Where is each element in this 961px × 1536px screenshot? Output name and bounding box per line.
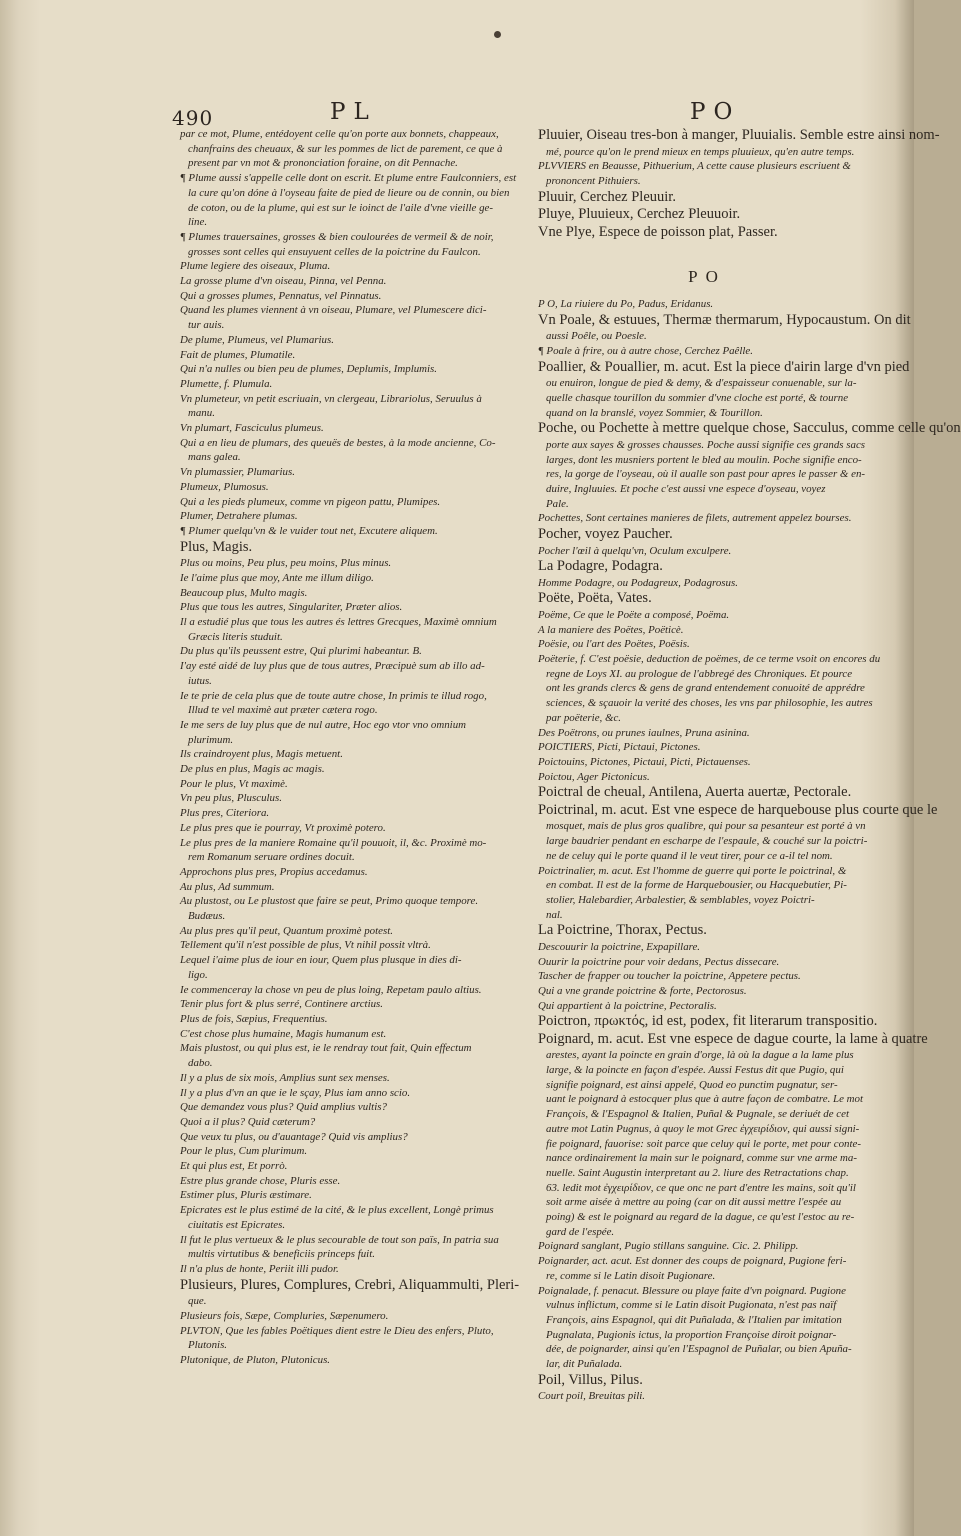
dictionary-line: arestes, ayant la poincte en grain d'orge, là où la dague a la lame plus: [546, 1049, 854, 1062]
dictionary-line: lar, dit Puñalada.: [546, 1358, 623, 1371]
dictionary-line: Vn plumassier, Plumarius.: [180, 466, 295, 479]
dictionary-line: Il y a plus de six mois, Amplius sunt sex menses.: [180, 1071, 390, 1084]
left-column: [180, 127, 525, 1368]
right-column: [538, 127, 961, 1404]
dictionary-line: Poictron, πρωκτός, id est, podex, fit literarum transpositio.: [538, 1013, 878, 1030]
dictionary-line: autre mot Latin Pugnus, à quoy le mot Grec ἐγχειρίδιον, qui aussi signi-: [546, 1122, 860, 1135]
dictionary-line: Pluye, Pluuieux, Cerchez Pleuuoir.: [538, 206, 741, 223]
dictionary-line: Plus, Magis.: [180, 538, 253, 555]
dictionary-line: Budæus.: [188, 910, 226, 923]
dictionary-line: Plumeux, Plumosus.: [180, 480, 269, 493]
dictionary-line: Plutonique, de Pluton, Plutonicus.: [180, 1353, 331, 1366]
dictionary-line: Beaucoup plus, Multo magis.: [180, 586, 308, 599]
dictionary-line: Poëte, Poëta, Vates.: [538, 590, 652, 607]
dictionary-line: grosses sont celles qui ensuyuent celles de la poictrine du Faulcon.: [188, 245, 481, 258]
dictionary-line: Descouurir la poictrine, Expapillare.: [538, 940, 701, 953]
dictionary-line: Qui a les pieds plumeux, comme vn pigeon pattu, Plumipes.: [180, 495, 441, 508]
dictionary-line: Au plustost, ou Le plustost que faire se peut, Primo quoque tempore.: [180, 895, 479, 908]
dictionary-line: plurimum.: [188, 733, 234, 746]
dictionary-line: gard de l'espée.: [546, 1225, 615, 1238]
dictionary-line: François, & l'Espagnol & Italien, Puñal & Pugnale, se deriuét de cet: [546, 1108, 849, 1121]
page-number: 490: [172, 106, 214, 130]
dictionary-line: soit arme aisée à mettre au poing (car on dit aussi mettre l'espée au: [546, 1196, 842, 1209]
dictionary-line: Et qui plus est, Et porrò.: [180, 1160, 288, 1173]
dictionary-line: quelle chasque tourillon du sommier d'vne cloche est porté, & tourne: [546, 391, 849, 404]
dictionary-line: Vne Plye, Espece de poisson plat, Passer.: [538, 223, 778, 240]
dictionary-line: Le plus pres de la maniere Romaine qu'il pouuoit, il, &c. Proximè mo-: [180, 836, 487, 849]
dictionary-line: Vn Poale, & estuues, Thermæ thermarum, Hypocaustum. On dit: [538, 311, 911, 328]
dictionary-line: Plutonis.: [188, 1339, 228, 1352]
dictionary-line: signifie poignard, est ainsi appelé, Quod eo punctim pugnatur, ser-: [546, 1078, 838, 1091]
dictionary-line: Que demandez vous plus? Quid amplius vultis?: [180, 1101, 387, 1114]
dictionary-line: Poëterie, f. C'est poësie, deduction de poëmes, de ce terme vsoit on encores du: [538, 653, 881, 666]
dictionary-line: manu.: [188, 407, 215, 420]
dictionary-line: la cure qu'on dóne à l'oyseau faite de pied de lieure ou de connin, ou bien: [188, 186, 510, 199]
dictionary-line: Qui n'a nulles ou bien peu de plumes, Deplumis, Implumis.: [180, 363, 438, 376]
dictionary-line: Poignard, m. acut. Est vne espece de dague courte, la lame à quatre: [538, 1030, 928, 1047]
dictionary-line: Il fut le plus vertueux & le plus secourable de tout son païs, In patria sua: [180, 1233, 499, 1246]
dictionary-line: Fait de plumes, Plumatile.: [180, 348, 296, 361]
dictionary-line: nuelle. Saint Augustin interpretant au 2. liure des Retractations chap.: [546, 1166, 849, 1179]
dictionary-line: Pochettes, Sont certaines manieres de filets, autrement appelez bourses.: [538, 512, 852, 525]
dictionary-line: Homme Podagre, ou Podagreux, Podagrosus.: [538, 576, 738, 589]
dictionary-line: Poallier, & Pouallier, m. acut. Est la piece d'airin large d'vn pied: [538, 358, 910, 375]
dictionary-line: La grosse plume d'vn oiseau, Pinna, vel Penna.: [180, 275, 387, 288]
dictionary-line: multis virtutibus & beneficiis princeps fuit.: [188, 1248, 375, 1261]
dictionary-line: Il n'a plus de honte, Periit illi pudor.: [180, 1262, 339, 1275]
dictionary-line: iutus.: [188, 674, 212, 687]
dictionary-line: Poictrinal, m. acut. Est vne espece de harquebouse plus courte que le: [538, 801, 938, 818]
dictionary-line: ¶ Plume aussi s'appelle celle dont on escrit. Et plume entre Faulconniers, est: [180, 172, 517, 185]
dictionary-line: De plume, Plumeus, vel Plumarius.: [180, 333, 334, 346]
dictionary-line: ¶ Plumes trauersaines, grosses & bien coulourées de vermeil & de noir,: [180, 230, 494, 243]
dictionary-line: Qui a vne grande poictrine & forte, Pectorosus.: [538, 984, 747, 997]
dictionary-line: P O, La riuiere du Po, Padus, Eridanus.: [538, 298, 714, 311]
dictionary-line: Plus que tous les autres, Singulariter, Præter alios.: [180, 601, 403, 614]
dictionary-line: Vn plumeteur, vn petit escriuain, vn clergeau, Librariolus, Seruulus à: [180, 392, 482, 405]
dictionary-line: Poictral de cheual, Antilena, Auerta auertæ, Pectorale.: [538, 784, 852, 801]
dictionary-line: ont les grands clercs & gens de grand entendement conuoité de apprédre: [546, 682, 865, 695]
dictionary-line: POICTIERS, Picti, Pictaui, Pictones.: [538, 741, 701, 754]
dictionary-line: Estimer plus, Pluris æstimare.: [180, 1189, 312, 1202]
dictionary-line: porte aux sayes & grosses chausses. Poche aussi signifie ces grands sacs: [546, 438, 866, 451]
dictionary-line: Pluuir, Cerchez Pleuuir.: [538, 188, 676, 205]
dictionary-line: Mais plustost, ou qui plus est, ie le rendray tout fait, Quin effectum: [180, 1042, 472, 1055]
dictionary-line: Il y a plus d'vn an que ie le sçay, Plus iam anno scio.: [180, 1086, 411, 1099]
dictionary-line: Qui a grosses plumes, Pennatus, vel Pinnatus.: [180, 289, 382, 302]
dictionary-line: Qui a en lieu de plumars, des queuës de bestes, à la mode ancienne, Co-: [180, 436, 496, 449]
dictionary-line: Ie te prie de cela plus que de toute autre chose, In primis te illud rogo,: [180, 689, 487, 702]
dictionary-line: mé, pource qu'on le prend mieux en temps pluuieux, qu'en autre temps.: [546, 145, 855, 158]
dictionary-line: 63. ledit mot ἐγχειρίδιον, ce que onc ne part d'entre les mains, soit qu'il: [546, 1181, 856, 1194]
dictionary-line: large, & la poincte en façon d'espée. Aussi Festus dit que Pugio, qui: [546, 1064, 844, 1077]
dictionary-line: quand on la branslé, voyez Sommier, & Tourillon.: [546, 406, 763, 419]
dictionary-line: Poictrinalier, m. acut. Est l'homme de guerre qui porte le poictrinal, &: [538, 864, 847, 877]
dictionary-line: line.: [188, 216, 208, 229]
dictionary-line: fie poignard, fauorise: soit parce que celuy qui le porte, met pour conte-: [546, 1137, 861, 1150]
dictionary-line: Quand les plumes viennent à vn oiseau, Plumare, vel Plumescere dici-: [180, 304, 487, 317]
dictionary-line: Plus pres, Citeriora.: [180, 807, 270, 820]
dictionary-line: Poictou, Ager Pictonicus.: [538, 770, 650, 783]
dictionary-line: Pluuier, Oiseau tres-bon à manger, Pluuialis. Semble estre ainsi nom-: [538, 127, 940, 143]
dictionary-line: dée, de poignarder, ainsi qu'en l'Espagnol de Puñalar, ou bien Apuña-: [546, 1343, 852, 1356]
dictionary-line: duire, Ingluuies. Et poche c'est aussi vne espece d'oyseau, voyez: [546, 482, 826, 495]
dictionary-line: Poignarder, act. acut. Est donner des coups de poignard, Pugione feri-: [538, 1255, 847, 1268]
dictionary-line: mans galea.: [188, 451, 241, 464]
dictionary-line: Plume legiere des oiseaux, Pluma.: [180, 260, 331, 273]
dictionary-line: Ie commenceray la chose vn peu de plus loing, Repetam paulo altius.: [180, 983, 482, 996]
dictionary-line: I'ay esté aidé de luy plus que de tous autres, Præcipuè sum ab illo ad-: [180, 660, 485, 673]
dictionary-line: Approchons plus pres, Propius accedamus.: [180, 865, 368, 878]
dictionary-line: Le plus pres que ie pourray, Vt proximè potero.: [180, 821, 386, 834]
dictionary-line: Tellement qu'il n'est possible de plus, Vt nihil possit vltrà.: [180, 939, 431, 952]
dictionary-line: uant le poignard à estocquer plus que à autre façon de combatre. Le mot: [546, 1093, 863, 1106]
dictionary-line: sciences, & sçauoir la verité des choses, les vns par philosophie, les autres: [546, 697, 873, 710]
dictionary-line: Quoi a il plus? Quid cæterum?: [180, 1115, 316, 1128]
dictionary-line: ciuitatis est Epicrates.: [188, 1218, 286, 1231]
ink-spot: [494, 31, 501, 38]
dictionary-line: rem Romanum seruare ordines docuit.: [188, 851, 355, 864]
dictionary-line: Epicrates est le plus estimé de la cité, & le plus excellent, Longè primus: [180, 1204, 494, 1217]
dictionary-line: ou enuiron, longue de pied & demy, & d'espaisseur conuenable, sur la-: [546, 377, 857, 390]
dictionary-line: Pocher, voyez Paucher.: [538, 526, 673, 543]
dictionary-line: ¶ Poale à frire, ou à autre chose, Cerchez Paêlle.: [538, 345, 753, 358]
dictionary-line: larges, dont les musniers portent le bled au moulin. Poche signifie enco-: [546, 453, 862, 466]
dictionary-line: Tascher de frapper ou toucher la poictrine, Appetere pectus.: [538, 970, 801, 983]
dictionary-line: aussi Poêle, ou Poesle.: [546, 330, 647, 343]
dictionary-line: Du plus qu'ils peussent estre, Qui plurimi habeantur. B.: [180, 645, 422, 658]
right-column-top: [538, 127, 940, 241]
dictionary-line: Lequel i'aime plus de iour en iour, Quem plus plusque in dies di-: [180, 954, 462, 967]
dictionary-line: Pour le plus, Cum plurimum.: [180, 1145, 308, 1158]
dictionary-line: Poignalade, f. penacut. Blessure ou playe faite d'vn poignard. Pugione: [538, 1284, 846, 1297]
dictionary-line: prononcent Pithuiers.: [546, 174, 641, 187]
dictionary-line: dabo.: [188, 1057, 213, 1070]
dictionary-line: Plus de fois, Sæpius, Frequentius.: [180, 1012, 328, 1025]
dictionary-line: Il a estudié plus que tous les autres és lettres Grecques, Maximè omnium: [180, 616, 497, 628]
dictionary-line: nance ordinairement la main sur le poignard, comme sur vne arme ma-: [546, 1152, 857, 1165]
dictionary-line: res, la gorge de l'oyseau, où il aualle son past pour apres le passer & en-: [546, 468, 866, 481]
dictionary-line: vulnus inflictum, comme si le Latin disoit Pugionata, n'est pas naïf: [546, 1299, 837, 1312]
dictionary-line: Plusieurs fois, Sæpe, Compluries, Sæpenumero.: [180, 1309, 389, 1322]
dictionary-line: A la maniere des Poëtes, Poëticè.: [538, 623, 684, 636]
dictionary-line: large baudrier pendant en escharpe de l'espaule, & couché sur la poictri-: [546, 835, 868, 848]
dictionary-line: ne de celuy qui le porte quand il le veut tirer, pour ce a-il tel nom.: [546, 849, 833, 862]
dictionary-line: Vn plumart, Fasciculus plumeus.: [180, 422, 324, 435]
dictionary-line: Poil, Villus, Pilus.: [538, 1371, 643, 1388]
dictionary-line: Ouurir la poictrine pour voir dedans, Pectus dissecare.: [538, 955, 780, 968]
dictionary-line: Poignard sanglant, Pugio stillans sanguine. Cic. 2. Philipp.: [538, 1240, 799, 1253]
dictionary-line: re, comme si le Latin disoit Pugionare.: [546, 1269, 716, 1282]
running-header-left: PL: [330, 99, 377, 125]
dictionary-line: present par vn mot & prononciation foraine, on dit Pennache.: [188, 157, 458, 170]
dictionary-line: ligo.: [188, 968, 208, 981]
dictionary-line: tur auis.: [188, 319, 225, 332]
dictionary-line: poing) & est le poignard au regard de la dague, ce qu'est l'estoc au re-: [546, 1211, 855, 1224]
dictionary-line: Estre plus grande chose, Pluris esse.: [180, 1174, 341, 1187]
dictionary-line: Illud te vel maximè aut præter cætera rogo.: [188, 704, 378, 717]
dictionary-line: Qui appartient à la poictrine, Pectoralis.: [538, 999, 717, 1012]
dictionary-line: Poictouins, Pictones, Pictaui, Picti, Pictauenses.: [538, 755, 751, 768]
dictionary-line: La Poictrine, Thorax, Pectus.: [538, 922, 707, 939]
dictionary-line: Au plus, Ad summum.: [180, 880, 275, 893]
dictionary-line: Ie me sers de luy plus que de nul autre, Hoc ego vtor vno omnium: [180, 718, 467, 731]
dictionary-line: Ie l'aime plus que moy, Ante me illum diligo.: [180, 571, 374, 584]
dictionary-line: Pour le plus, Vt maximè.: [180, 777, 288, 790]
dictionary-line: Plus ou moins, Peu plus, peu moins, Plus minus.: [180, 557, 392, 570]
dictionary-line: Au plus pres qu'il peut, Quantum proximè potest.: [180, 924, 393, 937]
dictionary-line: Plumer, Detrahere plumas.: [180, 510, 298, 523]
dictionary-line: par poëterie, &c.: [546, 711, 622, 724]
dictionary-line: Pugnalata, Pugionis ictus, la proportion Françoise diroit poignar-: [546, 1328, 837, 1341]
dictionary-line: Que veux tu plus, ou d'auantage? Quid vis amplius?: [180, 1130, 408, 1143]
dictionary-line: Pocher l'œil à quelqu'vn, Oculum exculpere.: [538, 544, 732, 557]
dictionary-line: ¶ Plumer quelqu'vn & le vuider tout net, Excutere aliquem.: [180, 524, 438, 537]
right-column-bottom: [538, 297, 961, 1404]
dictionary-line: Plumette, f. Plumula.: [180, 377, 273, 390]
dictionary-line: Plusieurs, Plures, Complures, Crebri, Aliquammulti, Pleri-: [180, 1276, 520, 1293]
dictionary-line: Tenir plus fort & plus serré, Continere arctius.: [180, 998, 384, 1011]
dictionary-line: mosquet, mais de plus gros qualibre, qui pour sa pesanteur est porté à vn: [546, 820, 866, 833]
dictionary-line: François, ains Espagnol, qui dit Puñalada, & l'Italien par imitation: [546, 1313, 842, 1326]
dictionary-line: Poësie, ou l'art des Poëtes, Poësis.: [538, 638, 690, 651]
dictionary-line: La Podagre, Podagra.: [538, 558, 663, 575]
dictionary-line: de coton, ou de la plume, qui est sur le ioinct de l'aile d'vne vieille ge-: [188, 201, 493, 214]
dictionary-line: en combat. Il est de la forme de Harquebousier, ou Hacquebutier, Pi-: [546, 879, 847, 892]
dictionary-line: De plus en plus, Magis ac magis.: [180, 763, 325, 776]
dictionary-line: Ils craindroyent plus, Magis metuent.: [180, 748, 343, 761]
dictionary-line: PLVVIERS en Beausse, Pithuerium, A cette cause plusieurs escriuent &: [538, 160, 851, 173]
dictionary-line: nal.: [546, 908, 563, 921]
dictionary-line: C'est chose plus humaine, Magis humanum est.: [180, 1027, 387, 1040]
dictionary-line: Poëme, Ce que le Poëte a composé, Poëma.: [538, 608, 730, 621]
dictionary-line: PLVTON, Que les fables Poëtiques dient estre le Dieu des enfers, Pluto,: [180, 1324, 494, 1337]
running-header-right: PO: [690, 99, 741, 125]
dictionary-line: Court poil, Breuitas pili.: [538, 1390, 645, 1403]
dictionary-line: Poche, ou Pochette à mettre quelque chose, Sacculus, comme celle qu'on: [538, 420, 961, 437]
dictionary-line: Pale.: [546, 497, 569, 510]
section-heading: PO: [688, 267, 726, 287]
dictionary-line: Vn peu plus, Plusculus.: [180, 792, 282, 805]
dictionary-line: chanfrains des cheuaux, & sur les pommes de lict de parement, ce que à: [188, 142, 503, 155]
dictionary-line: stolier, Halebardier, Arbalestier, & semblables, voyez Poictri-: [546, 893, 815, 906]
dictionary-line: regne de Loys XI. au prologue de l'abbregé des Chroniques. Et pource: [546, 667, 853, 680]
dictionary-line: Græcis literis studuit.: [188, 630, 283, 643]
dictionary-line: par ce mot, Plume, entédoyent celle qu'on porte aux bonnets, chappeaux,: [180, 128, 499, 140]
dictionary-line: Des Poëtrons, ou prunes iaulnes, Pruna asinina.: [538, 726, 750, 739]
dictionary-line: que.: [188, 1295, 207, 1308]
